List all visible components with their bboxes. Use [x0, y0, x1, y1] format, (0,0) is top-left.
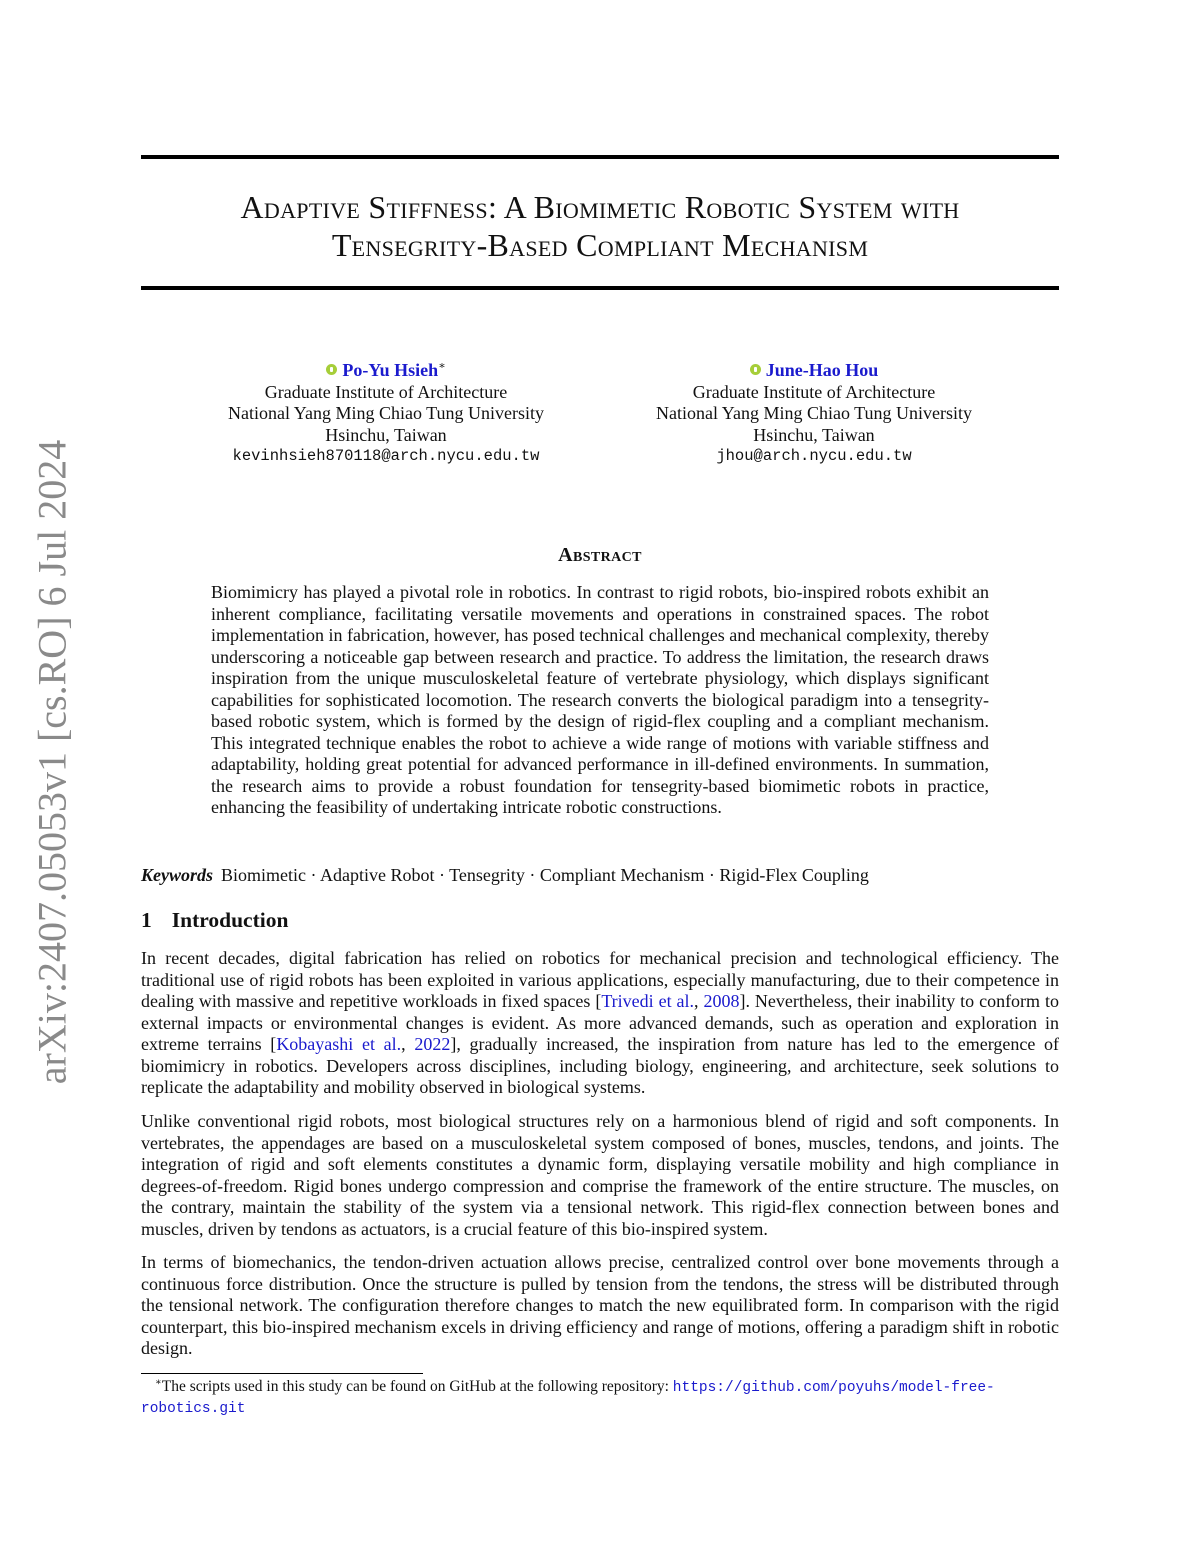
- title-bottom-rule: [141, 286, 1059, 290]
- citation-trivedi-author[interactable]: Trivedi et al.: [601, 991, 695, 1011]
- intro-p1-text-a: In recent decades, digital fabrication has relied on robotics for mechanical precision and technological efficiency. The traditional use of rigid robots has been exploited in various applications, especially manufacturing, due to their competence in dealing with massive and repetitive workloads in fixed spaces [: [141, 948, 1059, 1011]
- abstract-text: Biomimicry has played a pivotal role in robotics. In contrast to rigid robots, bio-inspired robots exhibit an inherent compliance, facilitating versatile movements and operations in constrained spaces. The robot implementation in fabrication, however, has posed technical challenges and mechanical complexity, thereby underscoring a noticeable gap between research and practice. To address the limitation, the research draws inspiration from the unique musculoskeletal feature of vertebrate physiology, which displays significant capabilities for sophisticated locomotion. The research converts the biological paradigm into a tensegrity-based robotic system, which is formed by the design of rigid-flex coupling and a compliant mechanism. This integrated technique enables the robot to achieve a wide range of motions with variable stiffness and adaptability, holding great potential for advanced performance in ill-defined environments. In summation, the research aims to provide a robust foundation for tensegrity-based biomimetic robots in practice, enhancing the feasibility of undertaking intricate robotic constructions.: [211, 582, 989, 817]
- author-2-university: National Yang Ming Chiao Tung University: [655, 403, 973, 423]
- footnote-rule: [141, 1373, 423, 1374]
- author-1-location: Hsinchu, Taiwan: [325, 424, 447, 445]
- intro-p1-text-b: ]. Nevertheless, their inability to conform to external impacts or environmental changes is evident. As more advanced demands, such as operation and exploration in extreme terrains [: [141, 991, 1059, 1054]
- section-title: Introduction: [171, 908, 289, 932]
- author-2-institute: Graduate Institute of Architecture: [692, 381, 936, 402]
- citation-trivedi-year[interactable]: 2008: [703, 991, 740, 1011]
- repository-link[interactable]: https://github.com/poyuhs/model-free-robotics.git: [141, 1380, 995, 1417]
- intro-paragraph-1: [141, 948, 1059, 1099]
- citation-separator: ,: [694, 991, 704, 1011]
- footnote: [141, 1377, 1059, 1419]
- author-2-location: Hsinchu, Taiwan: [753, 424, 875, 445]
- section-heading-introduction: [141, 908, 288, 933]
- paper-title: [141, 188, 1059, 264]
- author-2: [599, 360, 1029, 468]
- author-2-name[interactable]: June-Hao Hou: [765, 360, 879, 380]
- title-top-rule: [141, 155, 1059, 159]
- author-1-footnote-marker[interactable]: ∗: [438, 360, 446, 372]
- footnote-text: The scripts used in this study can be found on GitHub at the following repository:: [161, 1378, 673, 1395]
- citation-separator: ,: [401, 1034, 415, 1054]
- keywords: [141, 864, 1059, 886]
- author-1-email: kevinhsieh870118@arch.nycu.edu.tw: [232, 447, 540, 465]
- orcid-icon[interactable]: [326, 364, 337, 375]
- intro-paragraph-3: In terms of biomechanics, the tendon-driven actuation allows precise, centralized control over bone movements through a continuous force distribution. Once the structure is pulled by tension from the tendons, the stress will be distributed through the tensional network. The configuration therefore changes to match the new equilibrated form. In comparison with the rigid counterpart, this bio-inspired mechanism excels in driving efficiency and range of motions, offering a paradigm shift in robotic design.: [141, 1252, 1059, 1358]
- paper-title-line-1: Adaptive Stiffness: A Biomimetic Robotic System with: [240, 189, 960, 225]
- section-number: 1: [141, 908, 152, 932]
- author-1-institute: Graduate Institute of Architecture: [264, 381, 508, 402]
- author-1-university: National Yang Ming Chiao Tung University: [227, 403, 545, 423]
- author-1: [171, 360, 601, 468]
- citation-kobayashi-author[interactable]: Kobayashi et al.: [276, 1034, 402, 1054]
- keywords-list: Biomimetic · Adaptive Robot · Tensegrity · Compliant Mechanism · Rigid-Flex Coupling: [221, 865, 869, 885]
- orcid-icon[interactable]: [750, 364, 761, 375]
- author-2-email: jhou@arch.nycu.edu.tw: [716, 447, 912, 465]
- paper-title-line-2: Tensegrity-Based Compliant Mechanism: [331, 227, 869, 263]
- keywords-label: Keywords: [141, 865, 213, 885]
- intro-paragraph-2: Unlike conventional rigid robots, most biological structures rely on a harmonious blend of rigid and soft components. In vertebrates, the appendages are based on a musculoskeletal system composed of bones, muscles, tendons, and joints. The integration of rigid and soft elements constitutes a dynamic form, displaying versatile mobility and high compliance in degrees-of-freedom. Rigid bones undergo compression and comprise the framework of the entire structure. The muscles, on the contrary, maintain the stability of the system via a tensional network. This rigid-flex connection between bones and muscles, driven by tendons as actuators, is a crucial feature of this bio-inspired system.: [141, 1111, 1059, 1239]
- intro-p1-text-c: ], gradually increased, the inspiration from nature has led to the emergence of biomimicry in robotics. Developers across disciplines, including biology, engineering, and architecture, seek solutions to replicate the adaptability and mobility observed in biological systems.: [141, 1034, 1060, 1097]
- author-1-name[interactable]: Po-Yu Hsieh: [342, 360, 439, 380]
- abstract-heading: Abstract: [558, 544, 642, 566]
- arxiv-identifier: arXiv:2407.05053v1 [cs.RO] 6 Jul 2024: [29, 439, 75, 1085]
- citation-kobayashi-year[interactable]: 2022: [414, 1034, 451, 1054]
- footnote-marker: ∗: [155, 1376, 162, 1388]
